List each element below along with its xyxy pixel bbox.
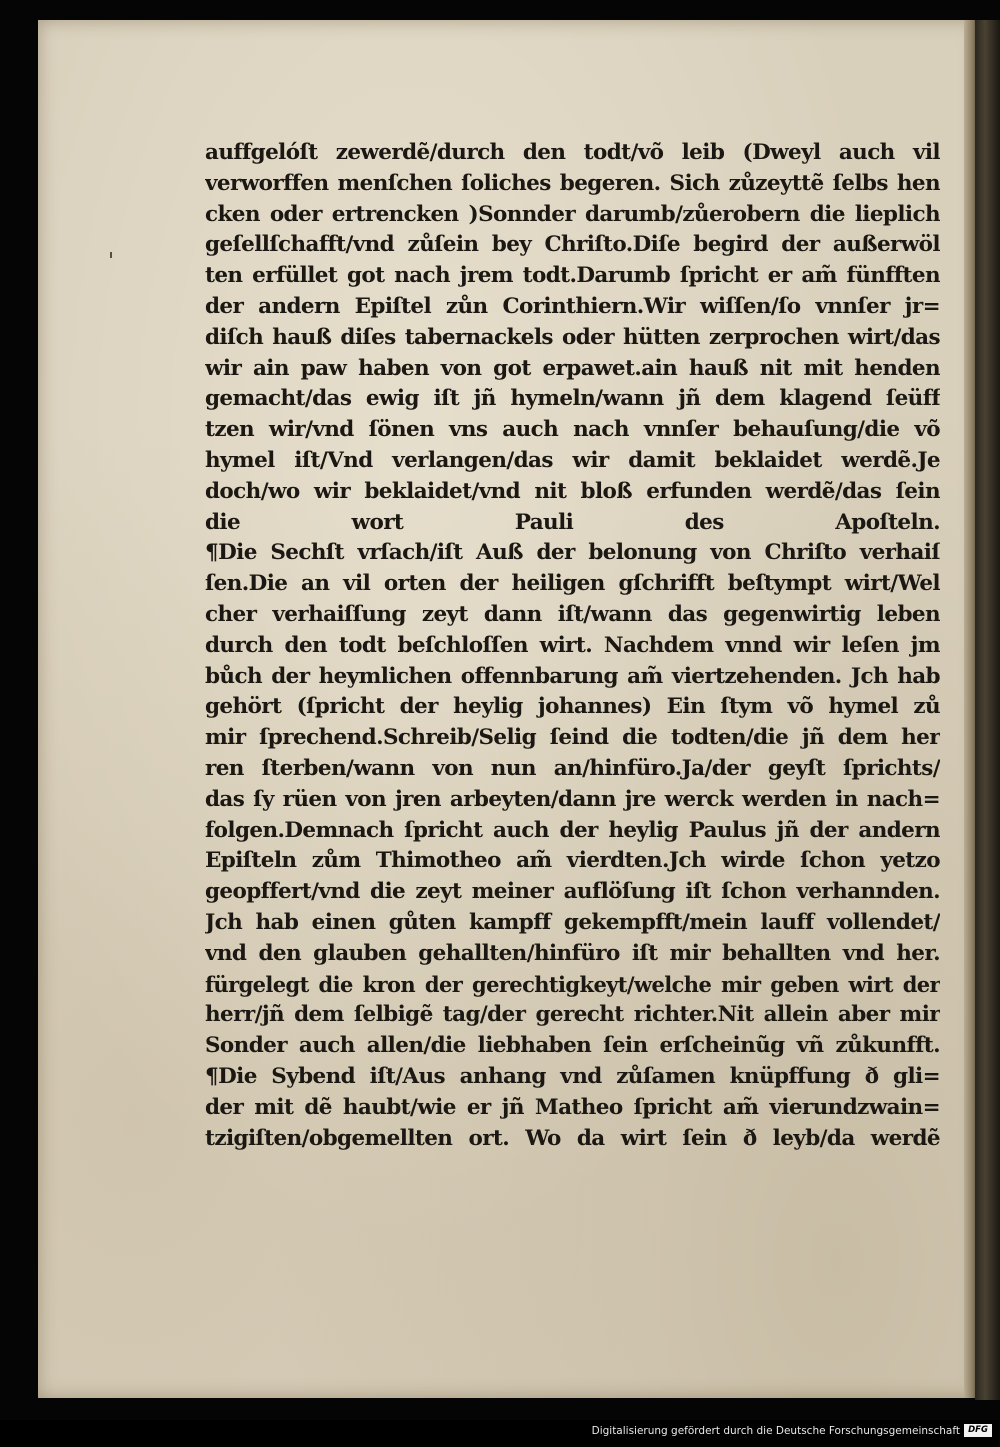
text-line: hymel iſt/Vnd verlangen/das wir damit beklaidet werdẽ.Je: [205, 447, 940, 473]
text-line: der mit dẽ haubt/wie er jñ Matheo ſpricht am̃ vierundzwain=: [205, 1094, 940, 1120]
text-line: tzen wir/vnd ſönen vns auch nach vnnſer behauſung/die võ: [205, 417, 940, 443]
text-line: ¶Die Sechſt vrſach/iſt Auß der belonung von Chriſto verhaiſ: [205, 540, 940, 566]
scanner-edge: [975, 20, 1000, 1400]
page-text: [205, 138, 940, 1154]
footer-bar: [0, 1420, 1000, 1447]
text-line: gemacht/das ewig iſt jñ hymeln/wann jñ dem klagend ſeüff: [205, 386, 940, 412]
text-line: das ſy rüen von jren arbeyten/dann jre werck werden in nach=: [205, 786, 940, 812]
text-line: ten erfüllet got nach jrem todt.Darumb ſpricht er am̃ fünfften: [205, 263, 940, 289]
text-line: Epiſteln zům Thimotheo am̃ vierdten.Jch wirde ſchon yetzo: [205, 848, 940, 874]
text-line: ſen.Die an vil orten der heiligen gſchrifft beſtympt wirt/Wel: [205, 571, 940, 597]
text-line: bůch der heymlichen offennbarung am̃ viertzehenden. Jch hab: [205, 663, 940, 689]
text-line: mir ſprechend.Schreib/Selig ſeind die todten/die jñ dem her: [205, 725, 940, 751]
text-line: folgen.Demnach ſpricht auch der heylig Paulus jñ der andern: [205, 817, 940, 843]
text-line: ¶Die Sybend iſt/Aus anhang vnd zůſamen knüpffung ð gli=: [205, 1063, 940, 1089]
text-line: herr/jñ dem ſelbigẽ tag/der gerecht richter.Nit allein aber mir: [205, 1002, 940, 1028]
text-line: cher verhaiſſung zeyt dann iſt/wann das gegenwirtig leben: [205, 601, 940, 627]
text-line: die wort Pauli des Apoſteln.: [205, 509, 940, 535]
footer-credit: Digitalisierung gefördert durch die Deutsche Forschungsgemeinschaft: [591, 1425, 960, 1437]
margin-mark: [110, 252, 112, 258]
text-line: ren ſterben/wann von nun an/hinfüro.Ja/der geyſt ſprichts/: [205, 755, 940, 781]
text-line: vnd den glauben gehallten/hinfüro iſt mir behallten vnd her.: [205, 940, 940, 966]
text-line: geopffert/vnd die zeyt meiner auflöſung iſt ſchon verhannden.: [205, 879, 940, 905]
text-line: doch/wo wir beklaidet/vnd nit bloß erfunden werdẽ/das ſein: [205, 478, 940, 504]
text-line: cken oder ertrencken )Sonnder darumb/zůerobern die lieplich: [205, 201, 940, 227]
text-line: durch den todt beſchloſſen wirt. Nachdem vnnd wir leſen jm: [205, 632, 940, 658]
text-line: diſch hauß diſes tabernackels oder hütten zerprochen wirt/das: [205, 324, 940, 350]
text-line: Sonder auch allen/die liebhaben ſein erſcheinũg vñ zůkunfft.: [205, 1033, 940, 1059]
text-line: gehört (ſpricht der heylig johannes) Ein ſtym võ hymel zů: [205, 694, 940, 720]
text-line: verworffen menſchen ſoliches begeren. Sich zůzeyttẽ ſelbs hen: [205, 170, 940, 196]
text-line: Jch hab einen gůten kampff gekempfft/mein lauff vollendet/: [205, 909, 940, 935]
text-line: tzigiſten/obgemellten ort. Wo da wirt ſein ð leyb/da werdẽ: [205, 1125, 940, 1151]
text-line: wir ain paw haben von got erpawet.ain hauß nit mit henden: [205, 355, 940, 381]
text-line: der andern Epiſtel zůn Corinthiern.Wir wiſſen/ſo vnnſer jr=: [205, 293, 940, 319]
text-line: fürgelegt die kron der gerechtigkeyt/welche mir geben wirt der: [205, 971, 940, 997]
dfg-logo-icon: DFG: [964, 1424, 992, 1437]
text-line: auffgelóſt zewerdẽ/durch den todt/võ leib (Dweyl auch vil: [205, 140, 940, 165]
text-line: geſellſchafft/vnd zůſein bey Chriſto.Diſe begird der außerwöl: [205, 232, 940, 258]
